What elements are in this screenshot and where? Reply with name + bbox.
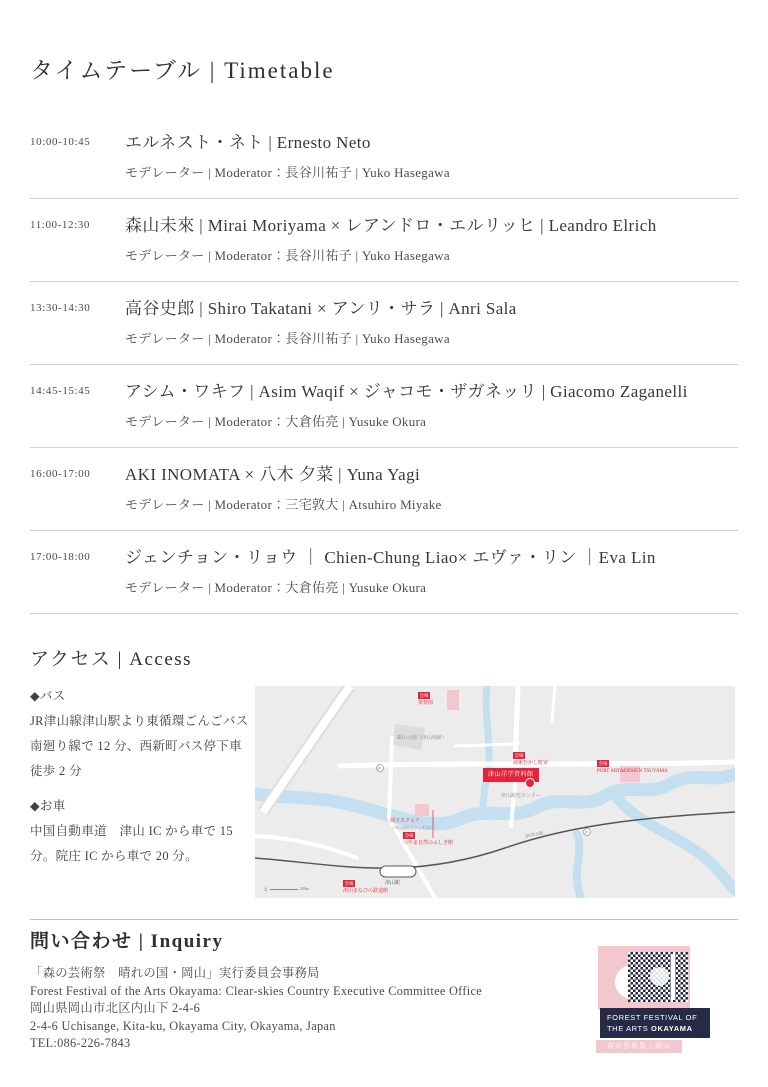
entry-main [125, 296, 738, 348]
entry-title: 高谷史郎 | Shiro Takatani × アンリ・サラ | Anri Sala [125, 299, 517, 318]
map-venue-label: 会場 衆楽園 [418, 693, 434, 706]
logo-inner-circle [650, 967, 669, 986]
map-scale-bar: ⚓ 200m [263, 886, 310, 891]
logo-halftone-pattern [628, 952, 688, 1002]
inquiry-line: 2-4-6 Uchisange, Kita-ku, Okayama City, Okayama, Japan [30, 1018, 336, 1033]
map-rail-label: JR津山線 [524, 830, 544, 839]
timetable-entry [30, 199, 738, 282]
map-place-label: 津山観光センター [501, 794, 541, 799]
inquiry-title: 問い合わせ | Inquiry [30, 931, 224, 952]
entry-moderator: モデレーター | Moderator：長谷川祐子 | Yuko Hasegawa [125, 331, 450, 346]
map-station-label: 津山駅 [385, 881, 401, 886]
timetable-list [30, 116, 738, 614]
access-section [30, 644, 738, 894]
map-place-label: 鶴山公園（津山城跡） [397, 736, 448, 741]
entry-main [125, 130, 738, 182]
map-venue-label: 会場 PORT ART&DESIGN TSUYAMA [597, 761, 668, 774]
entry-time: 13:30-14:30 [30, 302, 91, 314]
svg-text:P: P [378, 766, 382, 771]
entry-title: エルネスト・ネト | Ernesto Neto [125, 133, 371, 152]
inquiry-line: TEL:086-226-7843 [30, 1036, 131, 1050]
map-venue-label: 会場 城東むかし町家 [513, 753, 549, 766]
logo-white-sliver [671, 954, 675, 1000]
map-venue-label: 会場 津山まなびの鉄道館 [343, 881, 389, 894]
inquiry-line: 「森の芸術祭 晴れの国・岡山」実行委員会事務局 [30, 966, 320, 980]
entry-time: 11:00-12:30 [30, 219, 90, 231]
entry-moderator: モデレーター | Moderator：大倉佑亮 | Yusuke Okura [125, 414, 427, 429]
entry-title: ジェンチョン・リョウ ｜ Chien-Chung Liao× エヴァ・リン ｜Eva Lin [125, 548, 656, 567]
entry-main [125, 379, 738, 431]
entry-moderator: モデレーター | Moderator：三宅敦大 | Atsuhiro Miyake [125, 497, 442, 512]
entry-moderator: モデレーター | Moderator：長谷川祐子 | Yuko Hasegawa [125, 165, 450, 180]
entry-title: アシム・ワキフ | Asim Waqif × ジャコモ・ザガネッリ | Giacomo Zaganelli [125, 382, 688, 401]
festival-logo [596, 944, 740, 1052]
access-map [255, 686, 735, 898]
scale-anchor-icon: ⚓ [263, 886, 268, 891]
inquiry-section [30, 926, 570, 1053]
inquiry-line: 岡山県岡山市北区内山下 2-4-6 [30, 1001, 201, 1015]
bus-text: JR津山線津山駅より東循環ごんごバス南廻り線で 12 分、西新町バス停下車徒歩 2 分 [30, 714, 249, 778]
bus-heading: ◆バス [30, 689, 66, 703]
timetable-title: タイムテーブル | Timetable [30, 58, 335, 83]
logo-line2-bold: OKAYAMA [651, 1024, 693, 1033]
entry-main [125, 213, 738, 265]
timetable-entry [30, 365, 738, 448]
map-graphics [255, 686, 735, 898]
entry-time: 16:00-17:00 [30, 468, 91, 480]
entry-time: 17:00-18:00 [30, 551, 91, 563]
access-title: アクセス | Access [30, 649, 193, 670]
entry-time: 10:00-10:45 [30, 136, 91, 148]
car-heading: ◆お車 [30, 799, 66, 813]
inquiry-lines [30, 965, 570, 1053]
timetable-entry [30, 116, 738, 199]
section-divider [30, 919, 738, 920]
map-venue-highlight: 津山洋学資料館 [483, 768, 539, 782]
inquiry-line: Forest Festival of the Arts Okayama: Clear-skies Country Executive Committee Office [30, 983, 482, 998]
timetable-entry [30, 448, 738, 531]
access-directions [30, 684, 252, 869]
car-text: 中国自動車道 津山 IC から車で 15 分。院庄 IC から車で 20 分。 [30, 824, 233, 863]
entry-main [125, 462, 738, 514]
logo-line1: FOREST FESTIVAL OF [607, 1013, 698, 1022]
timetable-entry [30, 531, 738, 614]
logo-line2: THE ARTS [607, 1024, 652, 1033]
entry-title: AKI INOMATA × 八木 夕菜 | Yuna Yagi [125, 465, 421, 484]
timetable-entry [30, 282, 738, 365]
entry-time: 14:45-15:45 [30, 385, 91, 397]
entry-main [125, 545, 738, 597]
entry-moderator: モデレーター | Moderator：長谷川祐子 | Yuko Hasegawa [125, 248, 450, 263]
logo-wordmark [600, 1008, 710, 1038]
map-venue-label: 会場 つやま自然のふしぎ館 [403, 833, 454, 846]
logo-banner: 森の芸術祭｜岡山 [596, 1040, 682, 1053]
entry-moderator: モデレーター | Moderator：大倉佑亮 | Yusuke Okura [125, 580, 427, 595]
svg-text:P: P [585, 830, 589, 835]
map-venue-label: 城下スクエア （津山城東むかし町並み） [390, 819, 438, 830]
map-venue-marker [525, 778, 535, 788]
entry-title: 森山未來 | Mirai Moriyama × レアンドロ・エルリッヒ | Leandro Elrich [125, 216, 657, 235]
